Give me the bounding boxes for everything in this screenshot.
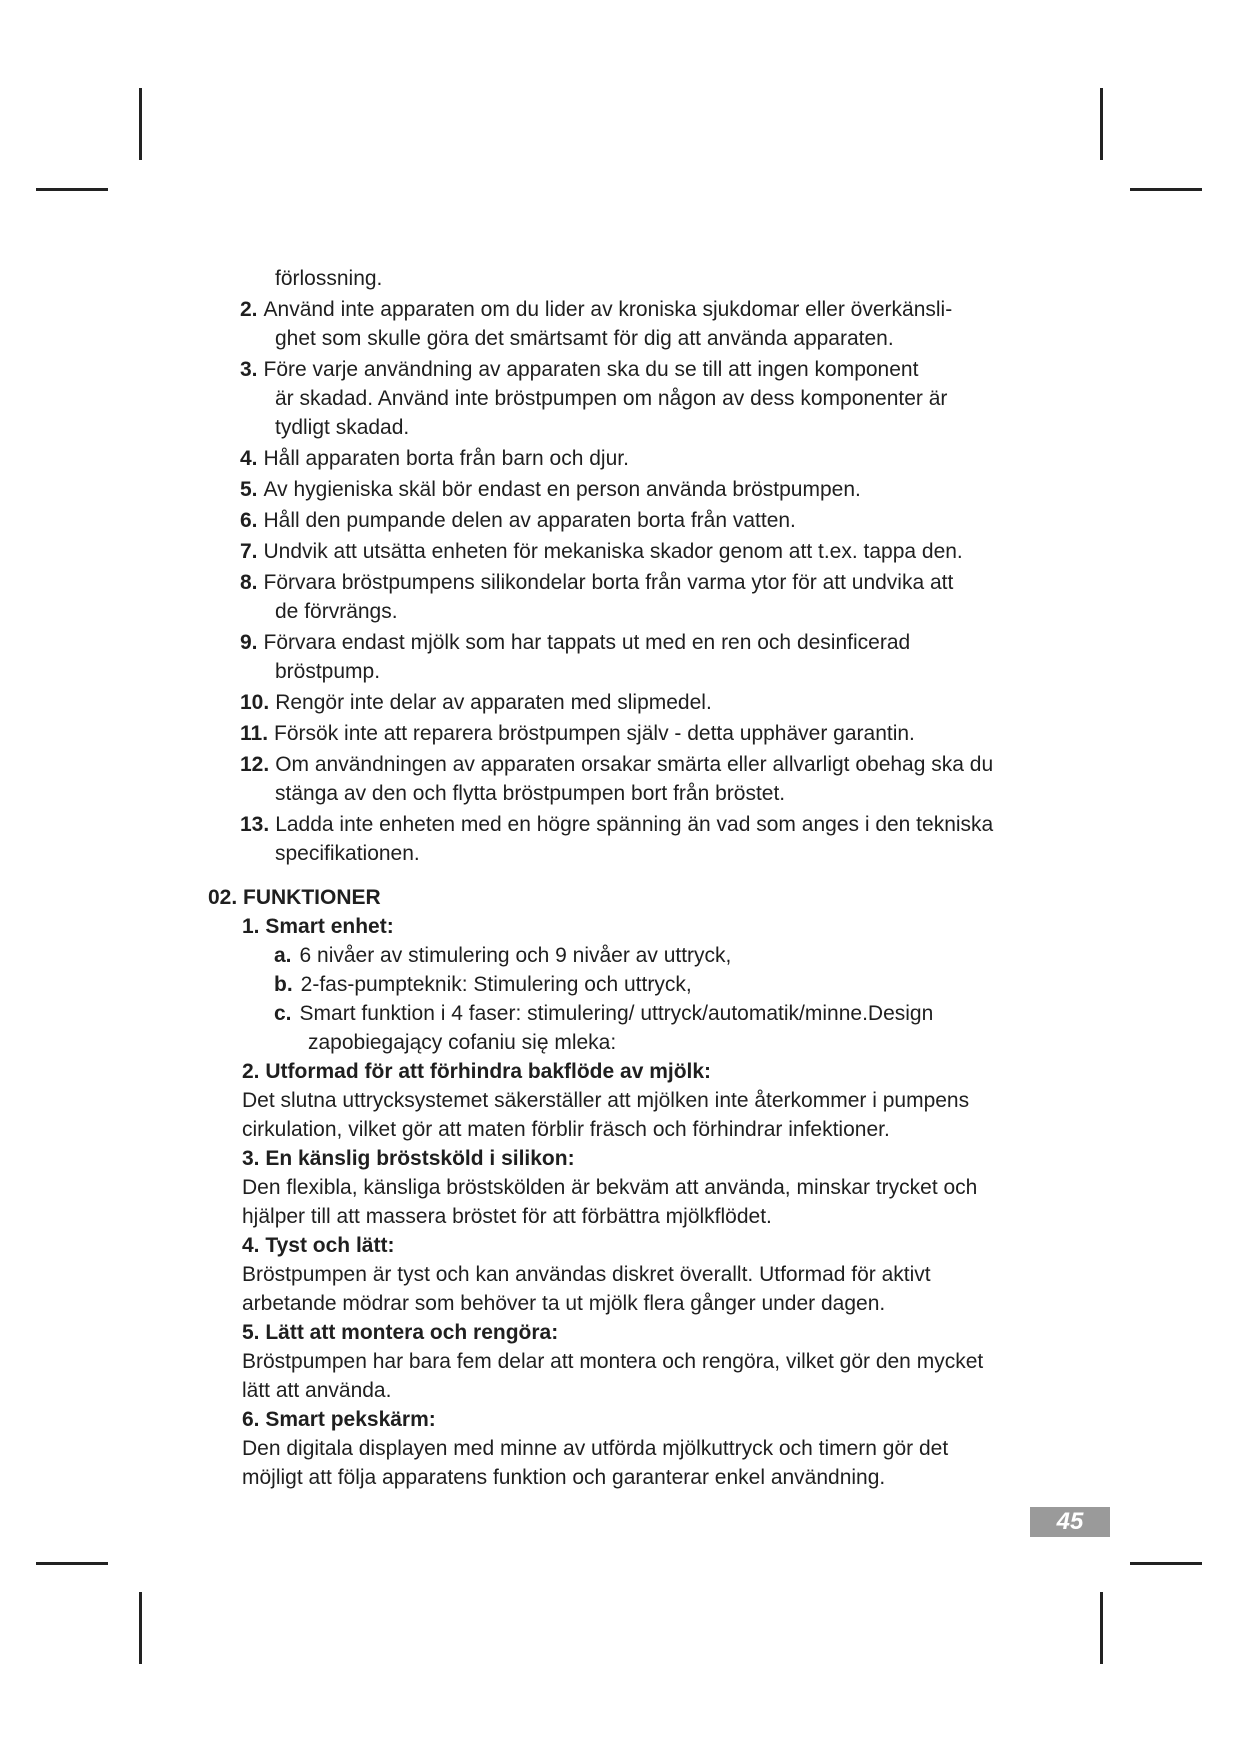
list-item-continuation: specifikationen. xyxy=(275,842,420,865)
list-item-first-line xyxy=(208,506,1048,535)
feature-title: 5. Lätt att montera och rengöra: xyxy=(242,1321,559,1344)
list-item-text: Av hygieniska skäl bör endast en person använda bröstpumpen. xyxy=(263,478,861,501)
feature-subitem-label: a. xyxy=(274,944,292,967)
feature-breast-shield xyxy=(242,1144,1072,1231)
list-item xyxy=(208,810,1048,868)
list-item xyxy=(208,750,1048,808)
list-item xyxy=(208,444,1048,473)
list-item xyxy=(208,475,1048,504)
feature-text-line: cirkulation, vilket gör att maten förblir fräsch och förhindrar infektioner. xyxy=(242,1118,890,1141)
crop-mark-bottom-left-vertical xyxy=(139,1592,142,1664)
list-item-first-line xyxy=(208,355,1048,384)
list-item-continuation: ghet som skulle göra det smärtsamt för dig att använda apparaten. xyxy=(275,327,894,350)
list-item-first-line xyxy=(208,750,1048,779)
list-item-number: 9. xyxy=(240,631,258,654)
list-item-text: Använd inte apparaten om du lider av kroniska sjukdomar eller överkänsli- xyxy=(263,298,953,321)
list-item-text: Om användningen av apparaten orsakar smärta eller allvarligt obehag ska du xyxy=(275,753,994,776)
crop-mark-top-right-horizontal xyxy=(1130,188,1202,191)
feature-text-line: hjälper till att massera bröstet för att förbättra mjölkflödet. xyxy=(242,1205,772,1228)
feature-text-line: Bröstpumpen har bara fem delar att montera och rengöra, vilket gör den mycket xyxy=(242,1350,984,1373)
crop-mark-bottom-right-horizontal xyxy=(1130,1562,1202,1565)
feature-text-line: Det slutna uttrycksystemet säkerställer att mjölken inte återkommer i pumpens xyxy=(242,1089,970,1112)
list-item-text: Försök inte att reparera bröstpumpen själv - detta upphäver garantin. xyxy=(274,722,915,745)
feature-text-line: arbetande mödrar som behöver ta ut mjölk flera gånger under dagen. xyxy=(242,1292,886,1315)
safety-items xyxy=(208,295,1048,868)
list-item-continuation: är skadad. Använd inte bröstpumpen om någon av dess komponenter är xyxy=(275,387,948,410)
list-item-text: Undvik att utsätta enheten för mekaniska skador genom att t.ex. tappa den. xyxy=(263,540,963,563)
list-item-first-line xyxy=(208,810,1048,839)
list-item-number: 4. xyxy=(240,447,258,470)
list-item-continuation: bröstpump. xyxy=(275,660,381,683)
list-item-first-line xyxy=(208,628,1048,657)
list-item-number: 3. xyxy=(240,358,258,381)
list-item-text: Förvara endast mjölk som har tappats ut med en ren och desinficerad xyxy=(263,631,911,654)
list-item xyxy=(208,688,1048,717)
crop-mark-bottom-left-horizontal xyxy=(36,1562,108,1565)
feature-sublist-continuation: zapobiegający cofaniu się mleka: xyxy=(308,1031,617,1054)
list-item-number: 5. xyxy=(240,478,258,501)
list-item-first-line xyxy=(208,444,1048,473)
feature-subitem-text: 6 nivåer av stimulering och 9 nivåer av uttryck, xyxy=(299,944,732,967)
list-item-first-line xyxy=(208,688,1048,717)
feature-title: 4. Tyst och lätt: xyxy=(242,1234,395,1257)
crop-mark-bottom-right-vertical xyxy=(1100,1592,1103,1664)
feature-backflow xyxy=(242,1057,1072,1144)
list-item-first-line xyxy=(208,537,1048,566)
feature-smart-device xyxy=(242,912,1072,1057)
list-item-text: Håll apparaten borta från barn och djur. xyxy=(263,447,629,470)
feature-subitem-text: 2-fas-pumpteknik: Stimulering och uttryck, xyxy=(300,973,692,996)
list-item-text: Ladda inte enheten med en högre spänning än vad som anges i den tekniska xyxy=(275,813,994,836)
feature-title: 6. Smart pekskärm: xyxy=(242,1408,436,1431)
feature-subitem-label: c. xyxy=(274,1002,292,1025)
feature-subitem-label: b. xyxy=(274,973,293,996)
list-item-text: Rengör inte delar av apparaten med slipmedel. xyxy=(275,691,712,714)
list-item xyxy=(208,537,1048,566)
feature-subitem xyxy=(242,999,1072,1028)
list-item-number: 2. xyxy=(240,298,258,321)
list-item-continuation: förlossning. xyxy=(275,267,383,290)
list-item-continuation: tydligt skadad. xyxy=(275,416,410,439)
feature-text-line: lätt att använda. xyxy=(242,1379,392,1402)
section-heading-functions: 02. FUNKTIONER xyxy=(208,886,381,909)
feature-sublist xyxy=(242,941,1072,1028)
list-item-text: Förvara bröstpumpens silikondelar borta från varma ytor för att undvika att xyxy=(263,571,954,594)
feature-text-line: Bröstpumpen är tyst och kan användas diskret överallt. Utformad för aktivt xyxy=(242,1263,931,1286)
page-number: 45 xyxy=(1030,1507,1110,1537)
feature-subitem xyxy=(242,941,1072,970)
crop-mark-top-left-horizontal xyxy=(36,188,108,191)
list-item-first-line xyxy=(208,475,1048,504)
feature-subitem-text: Smart funktion i 4 faser: stimulering/ uttryck/automatik/minne.Design xyxy=(299,1002,934,1025)
list-item xyxy=(208,295,1048,353)
list-item-text: Före varje användning av apparaten ska du se till att ingen komponent xyxy=(263,358,919,381)
feature-touch-screen xyxy=(242,1405,1072,1492)
safety-instructions-list xyxy=(208,264,1048,868)
list-item-number: 8. xyxy=(240,571,258,594)
feature-quiet-light xyxy=(242,1231,1072,1318)
feature-title: 1. Smart enhet: xyxy=(242,915,394,938)
list-item-number: 12. xyxy=(240,753,270,776)
feature-easy-assembly xyxy=(242,1318,1072,1405)
list-item xyxy=(208,568,1048,626)
feature-subitem xyxy=(242,970,1072,999)
list-item-number: 11. xyxy=(240,722,269,745)
list-item xyxy=(208,628,1048,686)
crop-mark-top-right-vertical xyxy=(1100,88,1103,160)
list-item-number: 10. xyxy=(240,691,270,714)
feature-title: 2. Utformad för att förhindra bakflöde av mjölk: xyxy=(242,1060,712,1083)
list-item-first-line xyxy=(208,295,1048,324)
list-item-number: 6. xyxy=(240,509,258,532)
list-item-text: Håll den pumpande delen av apparaten borta från vatten. xyxy=(263,509,796,532)
list-item-number: 13. xyxy=(240,813,270,836)
list-item-number: 7. xyxy=(240,540,258,563)
feature-text-line: möjligt att följa apparatens funktion och garanterar enkel användning. xyxy=(242,1466,886,1489)
crop-mark-top-left-vertical xyxy=(139,88,142,160)
feature-text-line: Den digitala displayen med minne av utförda mjölkuttryck och timern gör det xyxy=(242,1437,949,1460)
list-item-continuation: stänga av den och flytta bröstpumpen bort från bröstet. xyxy=(275,782,786,805)
list-item-first-line xyxy=(208,568,1048,597)
list-item-continuation: de förvrängs. xyxy=(275,600,398,623)
feature-title: 3. En känslig bröstsköld i silikon: xyxy=(242,1147,575,1170)
feature-text-line: Den flexibla, känsliga bröstskölden är bekväm att använda, minskar trycket och xyxy=(242,1176,978,1199)
list-item-first-line xyxy=(208,719,1048,748)
list-item xyxy=(208,355,1048,442)
list-item xyxy=(208,506,1048,535)
list-item xyxy=(208,719,1048,748)
